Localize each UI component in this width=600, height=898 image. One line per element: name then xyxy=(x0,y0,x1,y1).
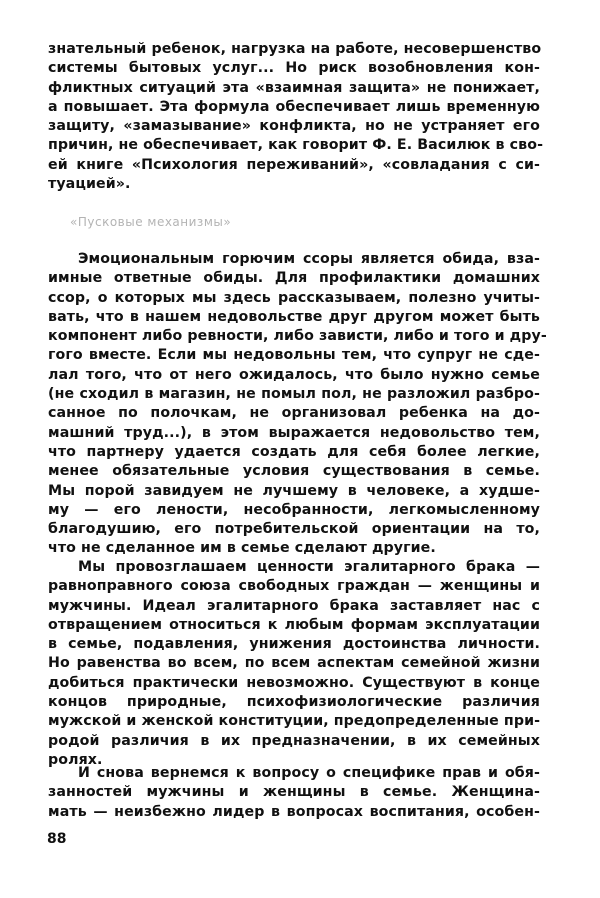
text-line: в семье, подавления, унижения достоинства личности. xyxy=(48,636,540,653)
text-line: родой различия в их предназначении, в их семейных xyxy=(48,732,540,749)
text-line: а повышает. Эта формула обеспечивает лишь временную xyxy=(48,98,540,115)
text-line: имные ответные обиды. Для профилактики домашних xyxy=(48,270,540,287)
text-line: Но равенства во всем, по всем аспектам семейной жизни xyxy=(48,655,540,672)
text-line: лал того, что от него ожидалось, что было нужно семье xyxy=(48,366,540,383)
text-line: Эмоциональным горючим ссоры является обида, вза- xyxy=(78,251,540,267)
text-line: причин, не обеспечивает, как говорит Ф. Е. Василюк в сво- xyxy=(48,137,544,154)
paragraph-egalitarian-marriage xyxy=(48,558,540,770)
text-line: гого вместе. Если мы недовольны тем, что супруг не сде- xyxy=(48,347,540,364)
section-heading: «Пусковые механизмы» xyxy=(70,215,232,229)
paragraph-continuation xyxy=(48,40,544,194)
text-line: что не сделанное им в семье сделают другие. xyxy=(48,540,436,557)
text-line: защиту, «замазывание» конфликта, но не устраняет его xyxy=(48,118,540,135)
text-line: Мы порой завидуем не лучшему в человеке, а худше- xyxy=(48,482,540,499)
paragraph-emotional-fuel xyxy=(48,250,547,559)
text-line: ей книге «Психология переживаний», «совладания с си- xyxy=(48,156,540,173)
text-line: менее обязательные условия существования в семье. xyxy=(48,463,540,480)
text-line: ссор, о которых мы здесь рассказываем, полезно учиты- xyxy=(48,289,540,306)
text-line: концов природные, психофизиологические различия xyxy=(48,694,540,711)
text-line: добиться практически невозможно. Существуют в конце xyxy=(48,674,540,691)
text-line: фликтных ситуаций эта «взаимная защита» не понижает, xyxy=(48,79,540,96)
text-line: равноправного союза свободных граждан — женщины и xyxy=(48,578,540,595)
text-line: знательный ребенок, нагрузка на работе, несовершенство xyxy=(48,41,542,57)
text-line: ролях. xyxy=(48,751,103,768)
text-line: что партнеру удается создать для себя более легкие, xyxy=(48,443,540,460)
text-line: отвращением относиться к любым формам эксплуатации xyxy=(48,616,540,633)
text-line: мать — неизбежно лидер в вопросах воспитания, особен- xyxy=(48,803,540,820)
text-line: благодушию, его потребительской ориентации на то, xyxy=(48,521,540,538)
text-line: вать, что в нашем недовольстве друг другом может быть xyxy=(48,308,540,325)
page-number: 88 xyxy=(47,831,67,847)
text-line: компонент либо ревности, либо зависти, либо и того и дру- xyxy=(48,328,547,345)
text-line: И снова вернемся к вопросу о специфике прав и обя- xyxy=(78,765,540,781)
text-line: мужчины. Идеал эгалитарного брака заставляет нас с xyxy=(48,597,540,614)
text-line: мужской и женской конституции, предопределенные при- xyxy=(48,713,541,730)
text-line: туацией». xyxy=(48,176,131,193)
text-line: Мы провозглашаем ценности эгалитарного брака — xyxy=(78,559,540,575)
text-line: санное по полочкам, не организовал ребенка на до- xyxy=(48,405,540,422)
text-line: занностей мужчины и женщины в семье. Женщина- xyxy=(48,784,540,801)
text-line: машний труд...), в этом выражается недовольство тем, xyxy=(48,424,540,441)
text-line: му — его лености, несобранности, легкомысленному xyxy=(48,501,540,518)
paragraph-rights-duties xyxy=(48,764,540,822)
text-line: системы бытовых услуг... Но риск возобновления кон- xyxy=(48,60,540,77)
text-line: (не сходил в магазин, не помыл пол, не разложил разбро- xyxy=(48,386,540,403)
